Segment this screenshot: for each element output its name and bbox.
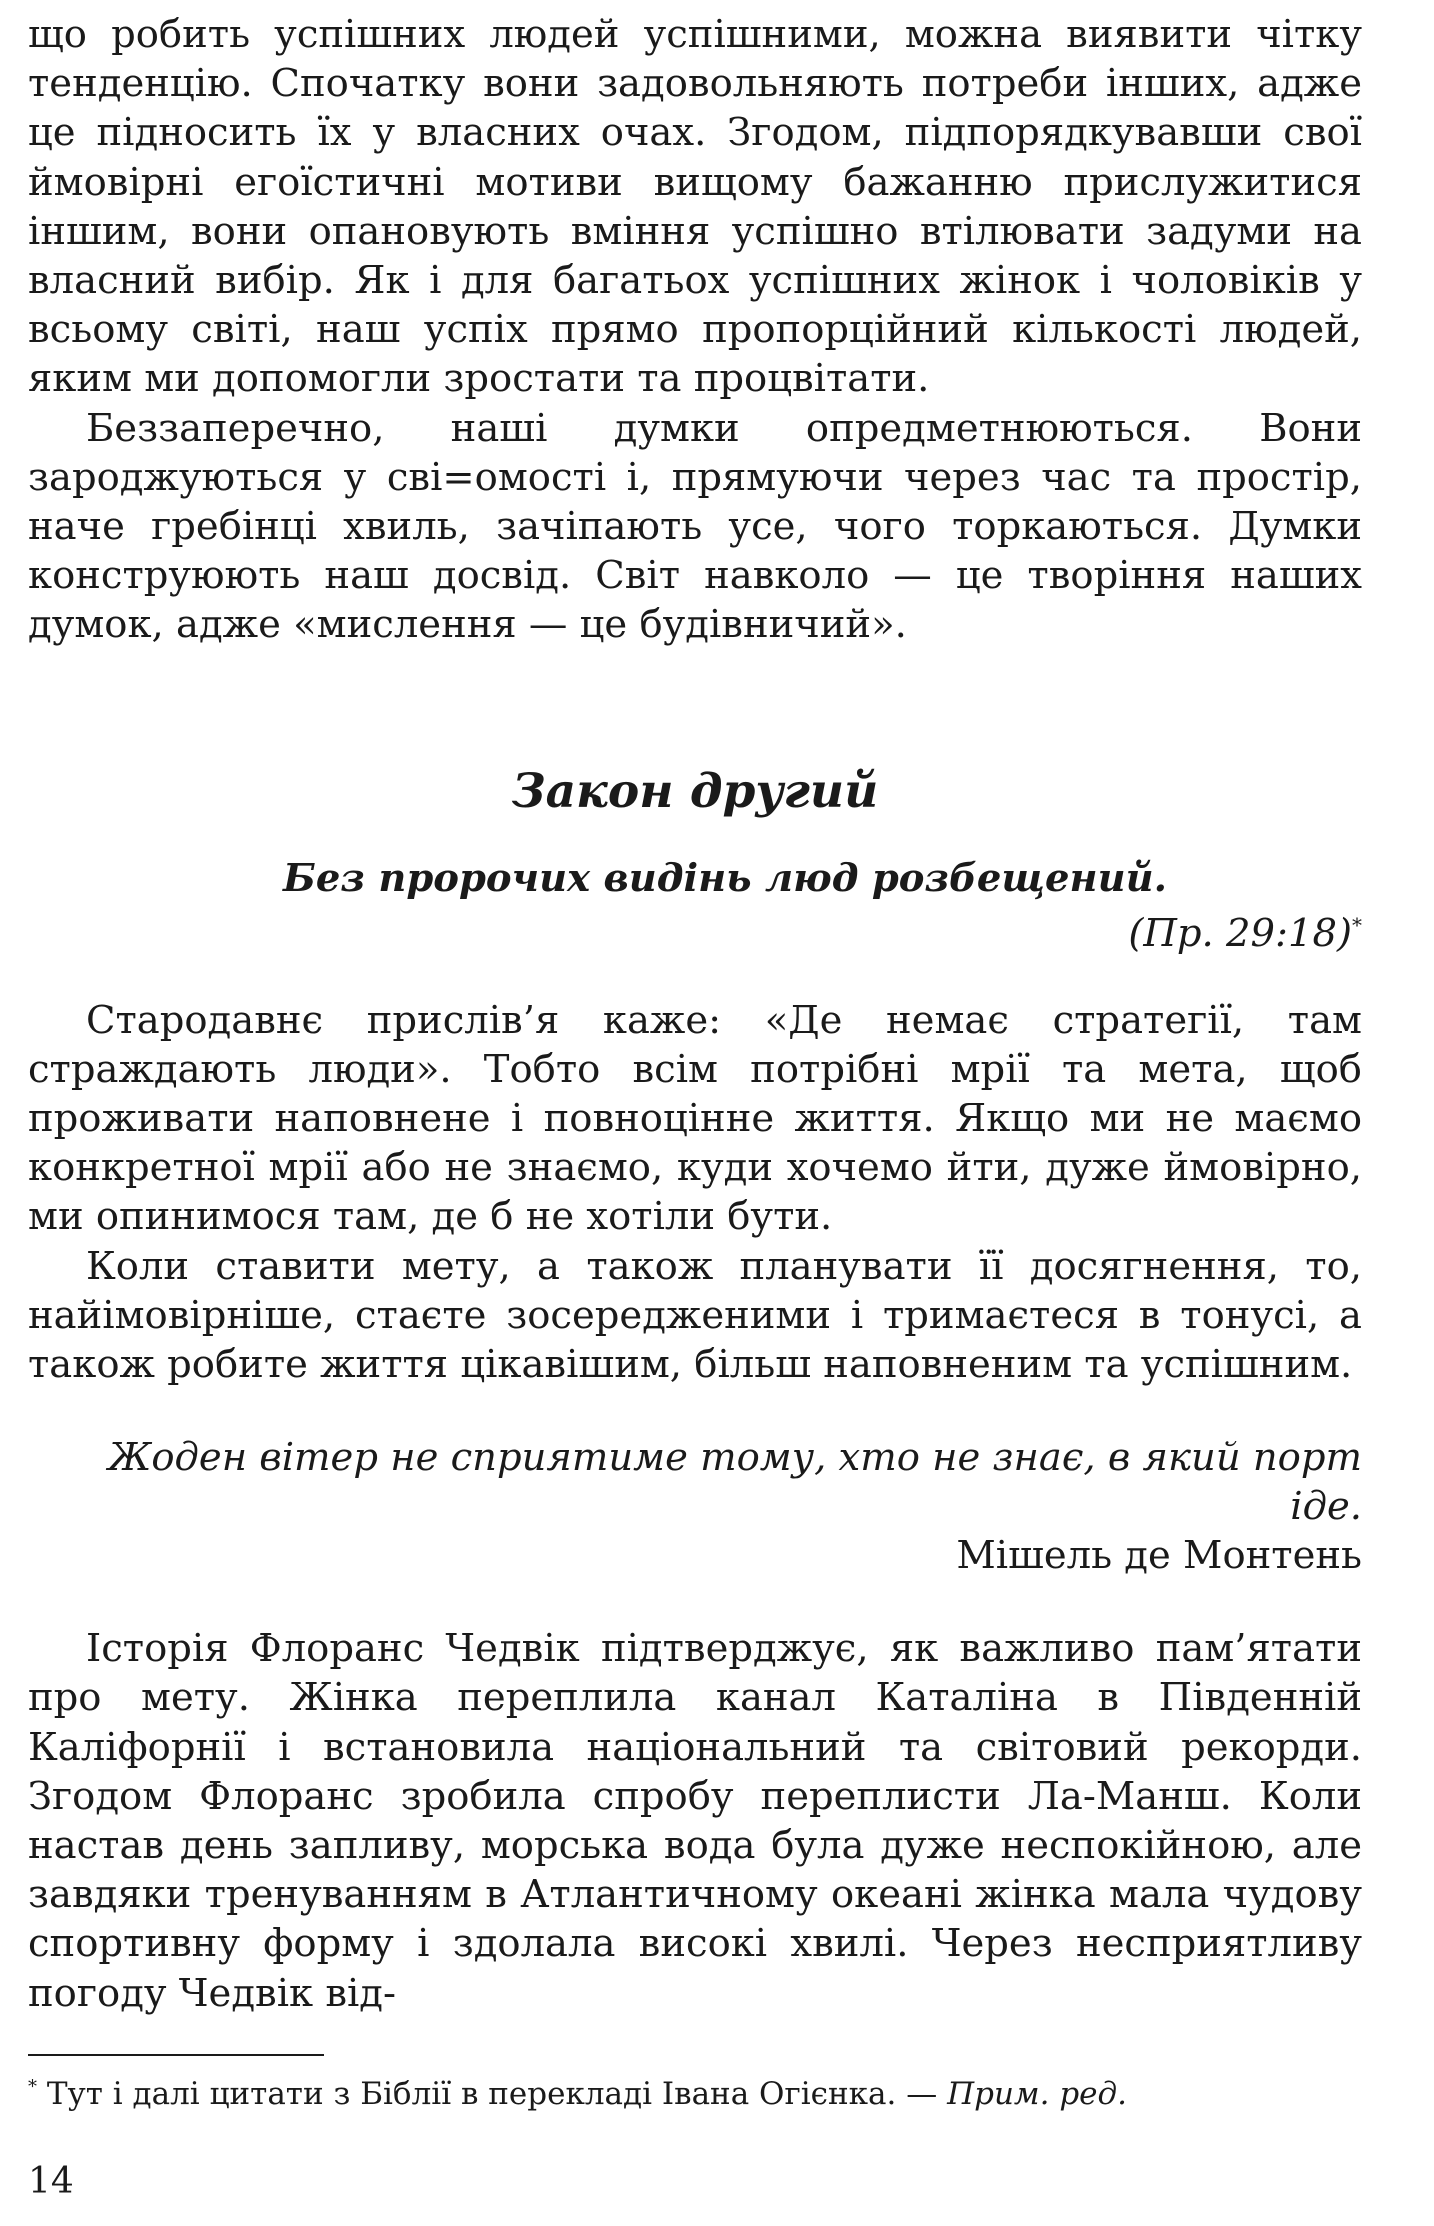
reference-text: (Пр. 29:18) <box>1128 910 1352 956</box>
quote-text: Жоден вітер не сприятиме тому, хто не знає, в який порт іде. <box>108 1435 1362 1530</box>
section-heading: Закон другий <box>511 763 879 819</box>
footnote-editor-note: Прим. ред. <box>947 2076 1128 2112</box>
footnote-text: Тут і далі цитати з Біблії в перекладі Івана Огієнка. — <box>37 2076 948 2112</box>
epigraph-reference <box>28 909 1362 958</box>
footnote-mark: * <box>28 2076 37 2098</box>
body-paragraph: що робить успішних людей успішними, можна виявити чітку тенденцію. Спочатку вони задовольняють потреби інших, адже це підносить їх у власних очах. Згодом, підпорядкувавши свої ймовірні егоїстичні мотиви вищому бажанню прислужитися іншим, вони опановують вміння успішно втілювати задуми на власний вибір. Як і для багатьох успішних жінок і чоловіків у всьому світі, наш успіх прямо пропорційний кількості людей, яким ми допомогли зростати та процвітати. <box>28 12 1362 402</box>
page-number: 14 <box>28 2161 74 2202</box>
body-paragraph: Історія Флоранс Чедвік підтверджує, як важливо пам’ятати про мету. Жінка переплила канал Каталіна в Південній Каліфорнії і встановила національний та світовий рекорди. Згодом Флоранс зробила спробу переплисти Ла-Манш. Коли настав день запливу, морська вода була дуже неспокійною, але завдяки тренуванням в Атлантичному океані жінка мала чудову спортивну форму і здолала високі хвилі. Через несприятливу погоду Чедвік від- <box>28 1626 1362 2016</box>
body-paragraph: Стародавнє прислів’я каже: «Де немає стратегії, там страждають люди». Тобто всім потрібні мрії та мета, щоб проживати наповнене і повноцінне життя. Якщо ми не маємо конкретної мрії або не знаємо, куди хочемо йти, дуже ймовірно, ми опинимося там, де б не хотіли бути. <box>28 997 1362 1240</box>
section-spacer <box>28 650 1362 764</box>
footnote-divider <box>28 2054 324 2056</box>
epigraph: Без пророчих видінь люд розбещений. <box>283 855 1167 901</box>
body-paragraph: Коли ставити мету, а також планувати її досягнення, то, найімовірніше, стаєте зосередженими і тримаєтеся в тонусі, а також робите життя цікавішим, більш наповненим та успішним. <box>28 1243 1362 1388</box>
page-body <box>28 10 1362 2018</box>
body-paragraph: Беззаперечно, наші думки опредметнюються. Вони зароджуються у сві=омості і, прямуючи через час та простір, наче гребінці хвиль, зачіпають усе, чого торкаються. Думки конструюють наш досвід. Світ навколо — це творіння наших думок, адже «мислення — це будівничий». <box>28 405 1362 648</box>
footnote <box>28 2074 1362 2114</box>
section-spacer <box>28 1580 1362 1624</box>
quote-block <box>28 1433 1362 1580</box>
footnote-marker: * <box>1352 912 1362 937</box>
section-spacer <box>28 958 1362 996</box>
quote-author: Мішель де Монтень <box>956 1533 1362 1579</box>
